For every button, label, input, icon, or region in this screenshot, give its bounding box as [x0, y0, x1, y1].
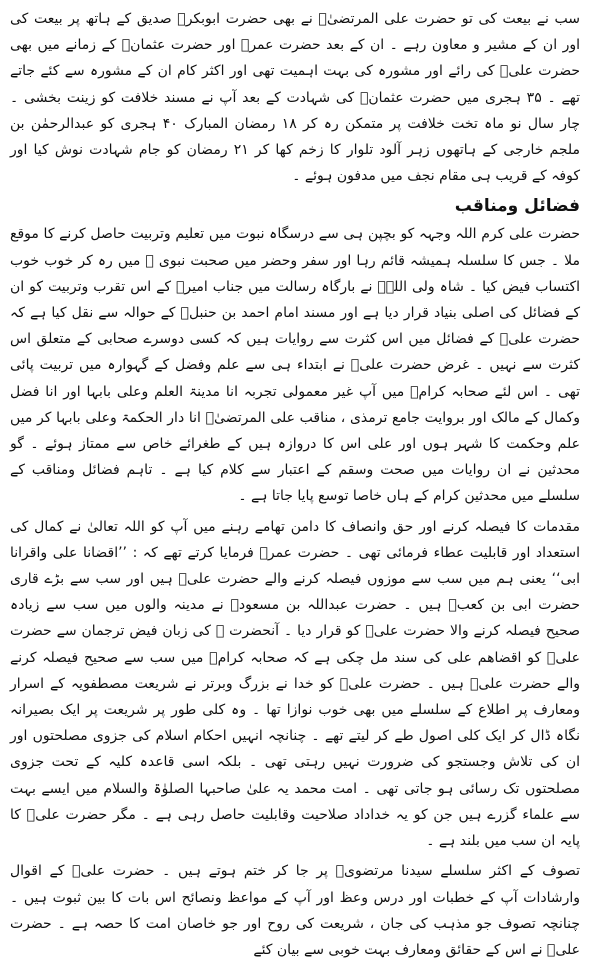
section-heading: فضائل ومناقب: [454, 196, 580, 217]
body-paragraph-3: تصوف کے اکثر سلسلے سیدنا مرتضویؓ پر جا کر ختم ہوتے ہیں ۔ حضرت علیؓ کے اقوال وارشادات آپ کے خطبات اور درس وعظ اور آپ کے مواعظ ونصائح اس بات کا بین ثبوت ہیں ۔ چنانچہ تصوف جو مذہب کی جان ، شریعت کی روح اور جو خاصان امت کا حصہ ہے ۔ حضرت علیؓ نے اس کے حقائق ومعارف بہت خوبی سے بیان کئے: [10, 863, 580, 958]
body-paragraph-2: مقدمات کا فیصلہ کرنے اور حق وانصاف کا دامن تھامے رہنے میں آپ کو اللہ تعالیٰ نے کمال کی استعداد اور قابلیت عطاء فرمائی تھی ۔ حضرت عمرؓ فرمایا کرتے تھے کہ : ’’اقضانا علی واقرانا ابی‘‘ یعنی ہم میں سب سے موزوں فیصلہ کرنے والے حضرت علیؓ ہیں اور سب سے بڑے قاری حضرت ابی بن کعبؓ ہیں ۔ حضرت عبداللہ بن مسعودؓ نے مدینہ والوں میں سب سے زیادہ صحیح فیصلہ کرنے والا حضرت علیؓ کو قرار دیا ۔ آنحضرت ﷺ کی زبان فیض ترجمان سے حضرت علیؓ کو اقضاھم علی کی سند مل چکی ہے کہ صحابہ کرامؓ میں سب سے صحیح فیصلہ کرنے والے حضرت علیؓ ہیں ۔ حضرت علیؓ کو خدا نے بزرگ وبرتر نے شریعت مصطفویہ کے اسرار ومعارف پر اطلاع کے سلسلے میں بھی خوب نوازا تھا ۔ وہ کلی طور پر شریعت پر ایک بصیرانہ نگاہ ڈال کر ایک کلی اصول طے کر لیتے تھے ۔ چنانچہ انہیں احکام اسلام کی جزوی مصلحتوں اور ان کی تلاش وجستجو کی ضرورت نہیں رہتی تھی ۔ بلکہ اسی قاعدہ کلیہ کے تحت جزوی مصلحتوں تک رسائی ہو جاتی تھی ۔ امت محمد یہ علیٰ صاحبہا الصلوٰۃ والسلام میں ایسے بہت سے علماء گزرے ہیں جن کو یہ خداداد صلاحیت وقابلیت حاصل رہی ہے ۔ مگر حضرت علیؓ کا پایہ ان سب میں بلند ہے ۔: [10, 518, 580, 850]
body-paragraph-1: حضرت علی کرم اللہ وجہہ کو بچپن ہی سے درسگاہ نبوت میں تعلیم وتربیت حاصل کرنے کا موقع ملا ۔ جس کا سلسلہ ہمیشہ قائم رہا اور سفر وحضر میں صحبت نبوی ﷺ میں رہ کر خوب خوب اکتساب فیض کیا ۔ شاہ ولی اللہؒ نے بارگاہ رسالت میں جناب امیرؓ کے اس تقرب وتربیت کو ان کے فضائل کی اصلی بنیاد قرار دیا ہے اور مسند امام احمد بن حنبلؒ کے حوالہ سے نقل کیا ہے کہ حضرت علیؓ کے فضائل میں اس کثرت سے روایات ہیں کہ کسی دوسرے صحابی کے متعلق اس کثرت سے نہیں ۔ غرض حضرت علیؓ نے ابتداء ہی سے علم وفضل کے گہوارہ میں تربیت پائی تھی ۔ اس لئے صحابہ کرامؓ میں آپ غیر معمولی تجربہ انا مدینۃ العلم وعلی بابہا اور انا فضل وکمال کے مالک اور بروایت جامع ترمذی ، مناقب علی المرتضیٰؓ انا دار الحکمۃ وعلی بابہا کر میں علم وحکمت کا شہر ہوں اور علی اس کا دروازہ ہیں کے طغرائے خاص سے ممتاز ہوئے ۔ گو محدثین نے ان روایات میں صحت وسقم کے اعتبار سے کلام کیا ہے ۔ تاہم فضائل ومناقب کے سلسلے میں محدثین کرام کے ہاں خاصا توسع پایا جاتا ہے ۔: [10, 226, 580, 505]
intro-paragraph: سب نے بیعت کی تو حضرت علی المرتضیٰؓ نے بھی حضرت ابوبکرؓ صدیق کے ہاتھ پر بیعت کی اور ان کے مشیر و معاون رہے ۔ ان کے بعد حضرت عمرؓ اور حضرت عثمانؓ کے زمانے میں بھی حضرت علیؓ کی رائے اور مشورہ کی بہت اہمیت تھی اور اکثر کام ان کے مشورہ سے کئے جاتے تھے ۔ ۳۵ ہجری میں حضرت عثمانؓ کی شہادت کے بعد آپ نے مسند خلافت کو زینت بخشی ۔ چار سال نو ماہ تخت خلافت پر متمکن رہ کر ۱۸ رمضان المبارک ۴۰ ہجری کو عبدالرحمٰن بن ملجم خارجی کے ہاتھوں زہر آلود تلوار کا زخم کھا کر ۲۱ رمضان کو جام شہادت نوش کیا اور کوفہ کے قریب ہی مقام نجف میں مدفون ہوئے ۔: [10, 11, 581, 185]
